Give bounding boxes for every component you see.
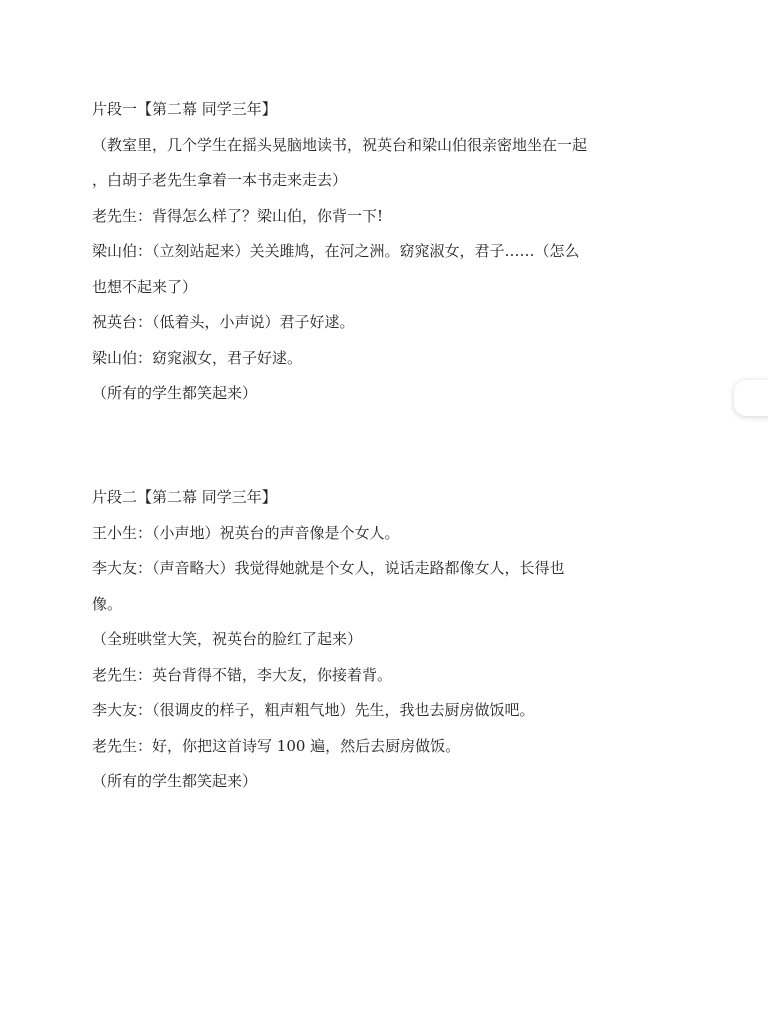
- excerpt-one-line: 梁山伯：窈窕淑女，君子好逑。: [92, 348, 303, 367]
- excerpt-two-line: （全班哄堂大笑，祝英台的脸红了起来）: [92, 630, 363, 648]
- excerpt-two-line: 李大友：（很调皮的样子，粗声粗气地）先生，我也去厨房做饭吧。: [92, 701, 535, 719]
- excerpt-one-line: 老先生：背得怎么样了？梁山伯，你背一下!: [92, 206, 384, 225]
- excerpt-one-line: ，白胡子老先生拿着一本书走来走去）: [92, 171, 348, 189]
- excerpt-one-line: 祝英台：（低着头，小声说）君子好逑。: [92, 313, 355, 331]
- excerpt-one: [92, 92, 682, 412]
- excerpt-two: [92, 480, 682, 800]
- excerpt-two-line: 王小生：（小声地）祝英台的声音像是个女人。: [92, 523, 400, 542]
- excerpt-two-line: （所有的学生都笑起来）: [92, 772, 258, 790]
- excerpt-one-line: （教室里，几个学生在摇头晃脑地读书，祝英台和梁山伯很亲密地坐在一起: [92, 135, 588, 154]
- excerpt-two-line: 像。: [92, 594, 123, 613]
- excerpt-two-line: 老先生：英台背得不错，李大友，你接着背。: [92, 665, 393, 684]
- excerpt-two-line: 李大友：（声音略大）我觉得她就是个女人，说话走路都像女人，长得也: [92, 559, 565, 577]
- side-panel-handle[interactable]: [734, 380, 768, 416]
- excerpt-one-heading: 片段一【第二幕 同学三年】: [92, 100, 277, 118]
- excerpt-one-line: 梁山伯：（立刻站起来）关关雎鸠，在河之洲。窈窕淑女，君子……（怎么: [92, 242, 580, 260]
- excerpt-two-heading: 片段二【第二幕 同学三年】: [92, 488, 277, 506]
- excerpt-one-line: （所有的学生都笑起来）: [92, 384, 258, 402]
- excerpt-two-line: 老先生：好，你把这首诗写 100 遍，然后去厨房做饭。: [92, 736, 461, 755]
- excerpt-one-line: 也想不起来了）: [92, 277, 198, 296]
